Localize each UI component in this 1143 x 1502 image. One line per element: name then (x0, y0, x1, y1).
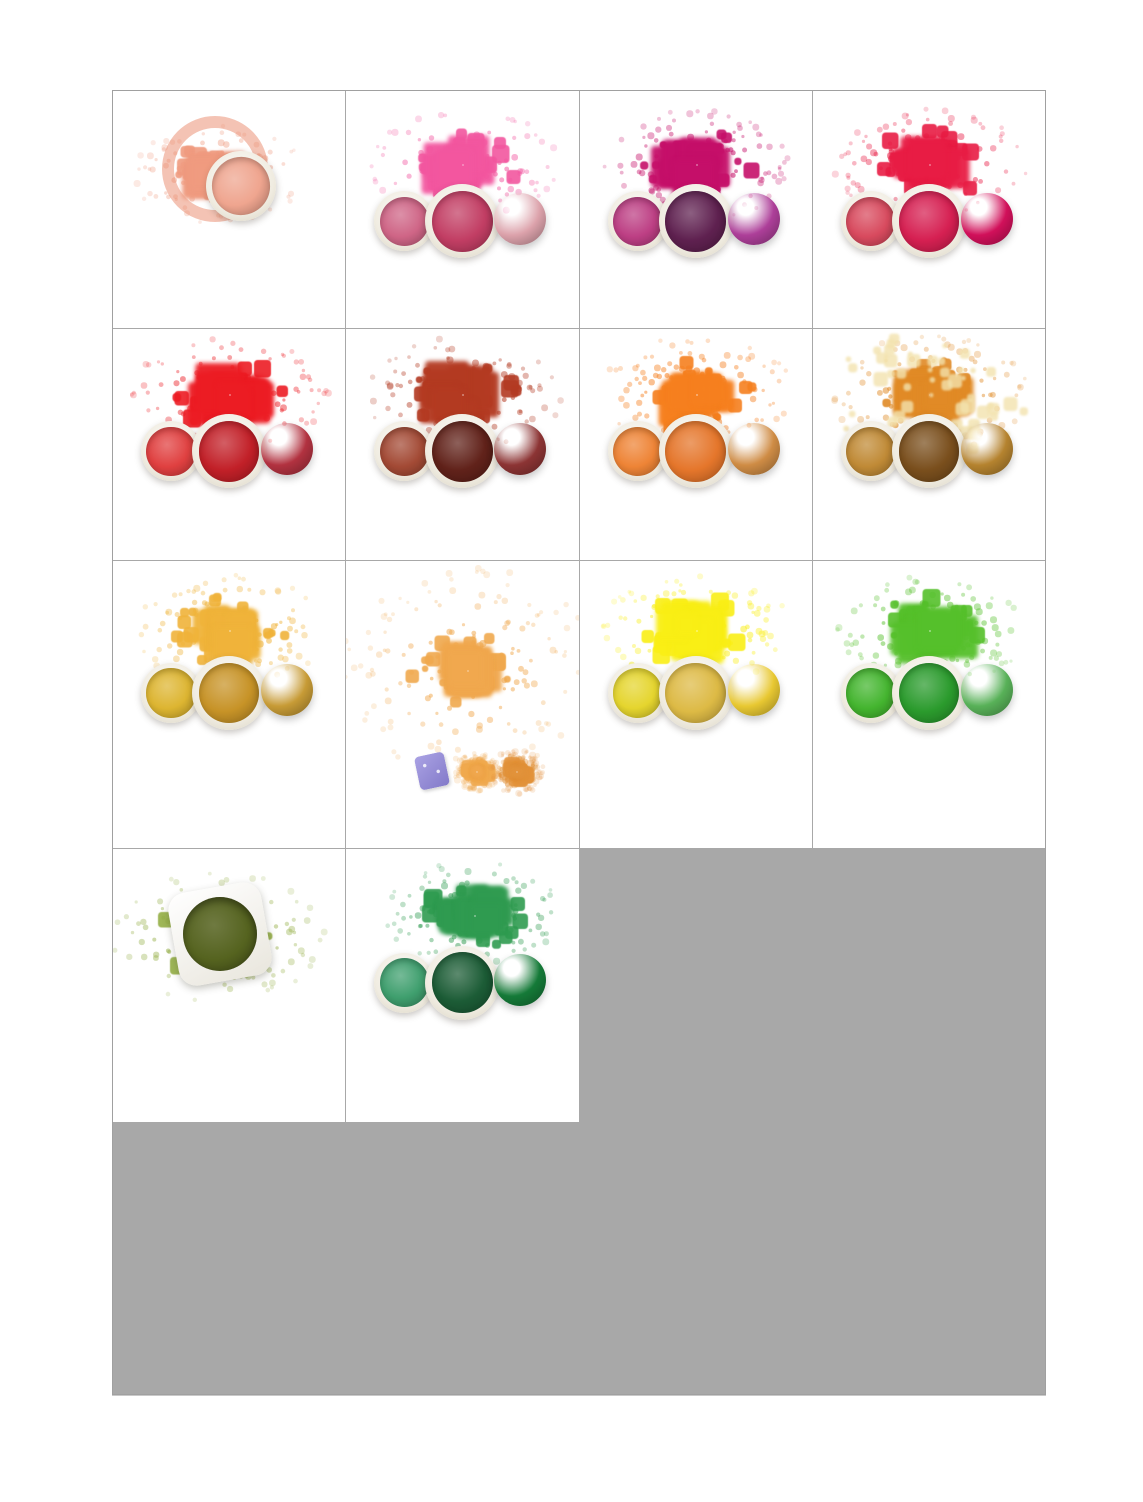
grid-cell-doubloon-gold (813, 329, 1045, 560)
jar-liquid-resin (425, 414, 499, 488)
powder-splash (476, 771, 478, 773)
grid-cell-buttercup (580, 561, 812, 848)
sphere-cured-resin (961, 193, 1013, 245)
powder-splash (929, 394, 931, 396)
powder-splash (696, 164, 698, 166)
jar-liquid-resin (425, 946, 499, 1020)
mica-packet-icon (414, 751, 450, 790)
jar-loose-powder-fill (846, 427, 895, 476)
jar-liquid-resin-fill (665, 421, 726, 482)
jar-loose-powder-fill (846, 197, 895, 246)
grid-cell-natural-mica-powder-merry-gold (346, 561, 578, 848)
jar-liquid-resin (659, 656, 733, 730)
powder-splash (229, 630, 231, 632)
sphere-cured-resin (494, 954, 546, 1006)
jar-liquid-resin-fill (665, 663, 726, 724)
jar-liquid-resin (659, 414, 733, 488)
jar-liquid-resin (192, 656, 266, 730)
sphere-cured-resin (961, 423, 1013, 475)
powder-splash (696, 630, 698, 632)
grid-cell-clementine-pop (580, 329, 812, 560)
sphere-cured-resin (494, 193, 546, 245)
jar-liquid-resin (892, 656, 966, 730)
jar-liquid-resin-fill (899, 421, 960, 482)
tilted-jar-fill (206, 151, 276, 221)
jar-liquid-resin-fill (899, 663, 960, 724)
grid-cell-fiery-fusion (113, 329, 345, 560)
grid-cell-cool-pink (346, 91, 578, 328)
jar-liquid-resin-fill (199, 421, 260, 482)
sphere-cured-resin (728, 664, 780, 716)
grid-cell-natural-mica-powder-dragon-s (113, 849, 345, 1122)
powder-splash (467, 670, 469, 672)
grid-cell-natural-mica-powder-pink (113, 91, 345, 328)
powder-splash (929, 630, 931, 632)
powder-splash (474, 915, 476, 917)
jar-liquid-resin-fill (899, 191, 960, 252)
grid-cell-emerald-lagoon (346, 849, 578, 1122)
jar-liquid-resin-fill (432, 952, 493, 1013)
sphere-cured-resin (961, 664, 1013, 716)
jar-liquid-resin (892, 184, 966, 258)
powder-splash (229, 394, 231, 396)
sphere-cured-resin (494, 423, 546, 475)
sphere-cured-resin (261, 423, 313, 475)
grid-cell-sangria (346, 329, 578, 560)
jar-loose-powder-fill (613, 197, 662, 246)
swatch-grid (112, 90, 1046, 1395)
jar-liquid-resin (892, 414, 966, 488)
jar-liquid-resin (659, 184, 733, 258)
grid-cell-burlesque (580, 91, 812, 328)
grid-cell-pure-gold (113, 561, 345, 848)
jar-loose-powder-fill (146, 427, 195, 476)
jar-loose-powder-fill (613, 668, 662, 717)
sphere-cured-resin (728, 423, 780, 475)
sphere-cured-resin (728, 193, 780, 245)
jar-loose-powder-fill (146, 668, 195, 717)
jar-liquid-resin (425, 184, 499, 258)
powder-splash (696, 394, 698, 396)
sphere-cured-resin (261, 664, 313, 716)
grid-cell-prima-donna (813, 91, 1045, 328)
powder-splash (516, 771, 518, 773)
jar-loose-powder-fill (380, 958, 429, 1007)
jar-liquid-resin-fill (432, 421, 493, 482)
powder-splash (462, 164, 464, 166)
grid-cell-pistachio (813, 561, 1045, 848)
jar-liquid-resin-fill (432, 191, 493, 252)
powder-splash (929, 164, 931, 166)
jar-loose-powder-fill (613, 427, 662, 476)
jar-loose-powder-fill (846, 668, 895, 717)
jar-loose-powder-fill (380, 197, 429, 246)
jar-liquid-resin-fill (199, 663, 260, 724)
powder-splash (462, 394, 464, 396)
jar-loose-powder-fill (380, 427, 429, 476)
jar-liquid-resin-fill (665, 191, 726, 252)
jar-square-fill (183, 897, 257, 971)
jar-liquid-resin (192, 414, 266, 488)
